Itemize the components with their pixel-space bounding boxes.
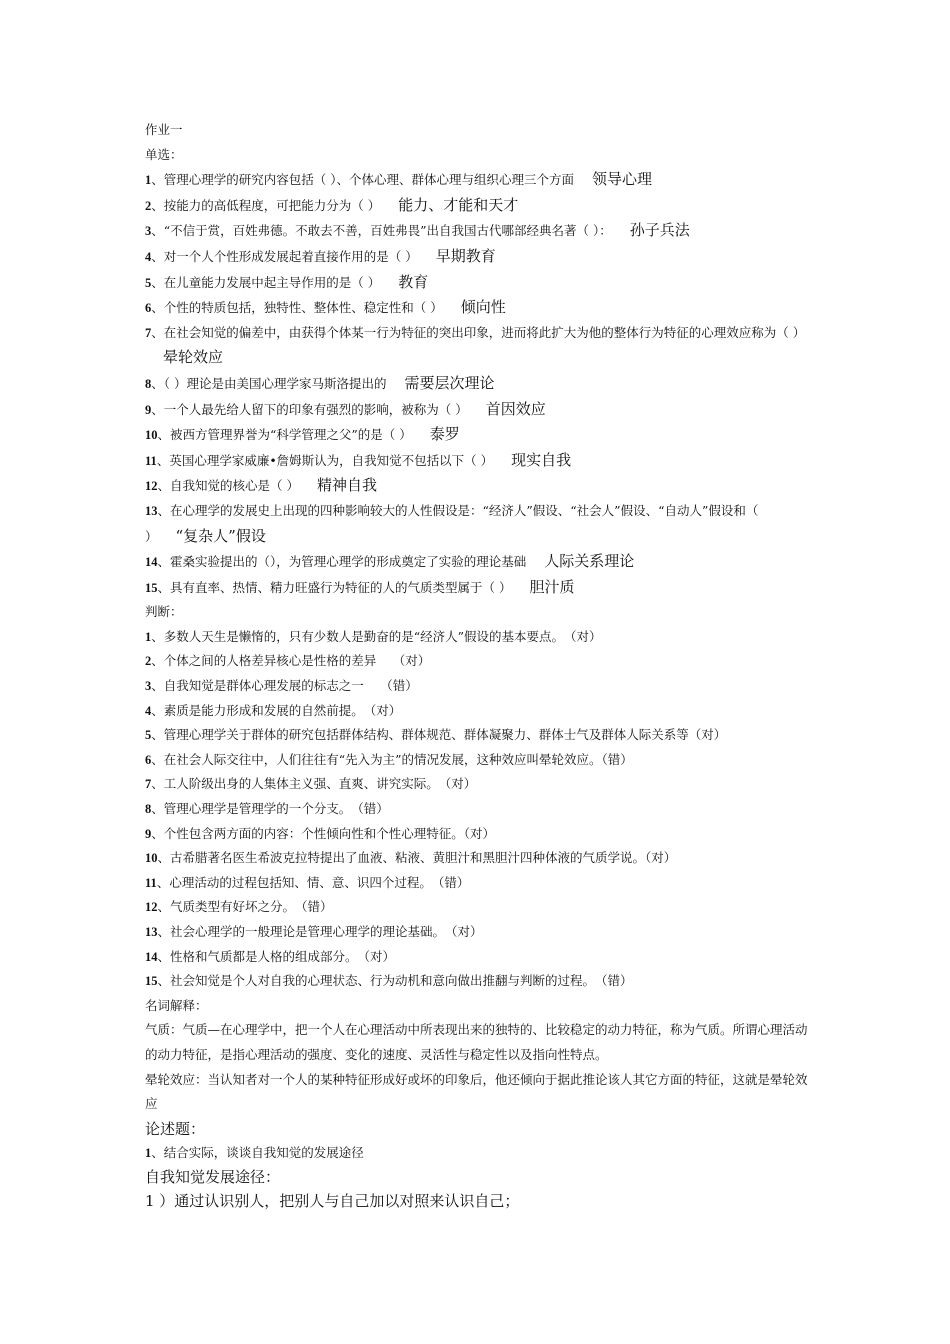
question-text: 、“不信于赏，百姓弗德。不敢去不善，百姓弗畏”出自我国古代哪部经典名著（ ）： [151,223,612,239]
judgement-number: 11 [145,875,157,890]
question-item [145,193,815,219]
question-text: 、对一个人个性形成发展起着直接作用的是（ ） [151,248,418,264]
question-number: 8 [145,376,152,391]
question-text: 、在儿童能力发展中起主导作用的是（ ） [151,274,381,290]
judgement-text: 、古希腊著名医生希波克拉特提出了血液、粘液、黄胆汁和黑胆汁四种体液的气质学说。（对） [157,850,677,866]
essay-subheading: 自我知觉发展途径： [145,1168,281,1187]
question-item [145,371,815,397]
question-text: 、按能力的高低程度，可把能力分为（ ） [151,197,381,213]
answer-text: 晕轮效应 [163,348,224,367]
judgement-text: 、管理心理学是管理学的一个分支。 （错） [151,801,389,817]
question-text: 、管理心理学的研究内容包括（ ）、个体心理、群体心理与组织心理三个方面 [151,172,574,188]
judgement-item [145,846,815,871]
question-number: 11 [145,453,157,468]
judgement-item [145,822,815,847]
terms-heading: 名词解释： [145,997,208,1013]
judgement-number: 4 [145,703,152,718]
document-page [145,118,815,1213]
judgement-text: 、社会知觉是个人对自我的心理状态、行为动机和意向做出推翻与判断的过程。 （错） [157,973,633,989]
answer-text: 人际关系理论 [544,552,635,571]
question-text: 、一个人最先给人留下的印象有强烈的影响，被称为（ ） [151,401,468,417]
question-number: 3 [145,224,152,239]
judgement-text: 、多数人天生是懒惰的，只有少数人是勤奋的是“经济人”假设的基本要点。 （对） [151,628,602,644]
judgement-number: 2 [145,654,152,669]
judgement-number: 9 [145,826,152,841]
question-item [145,295,815,321]
question-item [145,422,815,448]
answer-text: 精神自我 [316,476,377,495]
answer-text: 早期教育 [435,246,496,265]
question-item [145,270,815,296]
question-number: 2 [145,198,152,213]
judgement-item [145,871,815,896]
answer-text: 胆汁质 [529,577,575,596]
question-text: 、英国心理学家威廉•詹姆斯认为，自我知觉不包括以下（ ） [156,452,494,468]
question-number: 6 [145,301,152,316]
judgement-number: 13 [145,925,158,939]
answer-text: “复杂人”假设 [175,526,266,545]
essay-point-1: 1 ）通过认识别人，把别人与自己加以对照来认识自己； [145,1192,520,1211]
term-definition: 晕轮效应：当认知者对一个人的某种特征形成好或坏的印象后，他还倾向于据此推论该人其它方面的特征，这就是晕轮效应 [145,1071,808,1112]
judgement-item [145,625,815,650]
question-item [145,473,815,499]
question-item [145,549,815,575]
term-definition: 气质：气质—在心理学中，把一个人在心理活动中所表现出来的独特的、比较稳定的动力特征，称为气质。所谓心理活动的动力特征，是指心理活动的强度、变化的速度、灵活性与稳定性以及指向性特点。 [145,1022,808,1062]
question-text: 、被西方管理界誉为“科学管理之父”的是（ ） [157,427,412,443]
judgement-number: 1 [145,629,152,644]
judgement-item [145,895,815,920]
judgement-item [145,945,815,970]
answer-text: 教育 [398,272,429,291]
terms-list [145,1018,815,1116]
judgement-text: 、素质是能力形成和发展的自然前提。 （对） [151,702,402,718]
essay-question-1 [145,1141,815,1166]
judgement-number: 3 [145,679,152,694]
judgement-heading: 判断： [145,604,183,620]
question-number: 7 [145,325,152,340]
judgement-number: 10 [145,851,158,866]
question-item [145,218,815,244]
question-item [145,397,815,423]
judgement-text: 、工人阶级出身的人集体主义强、直爽、讲究实际。 （对） [151,776,477,792]
answer-text: 能力、才能和天才 [398,195,519,214]
essay-heading: 论述题： [145,1119,206,1138]
answer-text: 需要层次理论 [404,373,495,392]
judgement-item [145,649,815,674]
judgement-item [145,920,815,945]
judgement-text: 、管理心理学关于群体的研究包括群体结构、群体规范、群体凝聚力、群体士气及群体人际关系等（对） [151,727,727,743]
question-number: 13 [145,503,158,518]
judgement-item [145,674,815,699]
judgement-number: 6 [145,752,152,767]
question-number: 15 [145,580,158,595]
essay-question-text: 、结合实际，谈谈自我知觉的发展途径 [151,1144,364,1160]
question-item [145,244,815,270]
judgement-number: 5 [145,728,152,743]
question-number: 9 [145,402,152,417]
question-number: 14 [145,555,158,570]
single-choice-list [145,167,815,600]
question-text: 、自我知觉的核心是（ ） [157,478,299,494]
judgement-text: 、气质类型有好坏之分。 （错） [157,899,333,915]
question-text: 、在社会知觉的偏差中，由获得个体某一行为特征的突出印象，进而将此扩大为他的整体行为特征的心理效应称为（ ） [151,324,806,340]
judgement-number: 12 [145,900,158,915]
answer-text: 孙子兵法 [629,221,690,240]
essay-question-number: 1 [145,1145,152,1160]
judgement-text: 、自我知觉是群体心理发展的标志之一 （错） [151,678,418,694]
answer-text: 现实自我 [511,450,572,469]
judgement-number: 15 [145,974,158,989]
judgement-text: 、在社会人际交往中，人们往往有“先入为主”的情况发展，这种效应叫晕轮效应。（错） [151,751,633,767]
judgement-number: 8 [145,802,152,817]
answer-text: 倾向性 [460,298,506,317]
question-item [145,448,815,474]
judgement-number: 14 [145,949,158,964]
question-number: 1 [145,173,152,188]
question-text: 、霍桑实验提出的（），为管理心理学的形成奠定了实验的理论基础 [157,554,527,570]
judgement-item [145,797,815,822]
judgement-text: 、性格和气质都是人格的组成部分。 （对） [157,948,396,964]
judgement-list [145,625,815,994]
doc-title: 作业一 [145,122,183,137]
judgement-text: 、个性包含两方面的内容：个性倾向性和个性心理特征。（对） [151,825,496,841]
question-text: 、在心理学的发展史上出现的四种影响较大的人性假设是：“经济人”假设、“社会人”假设、“自动人”假设和（ ） [145,502,759,544]
judgement-item [145,699,815,724]
question-number: 4 [145,249,152,264]
judgement-number: 7 [145,777,152,792]
judgement-text: 、个体之间的人格差异核心是性格的差异 （对） [151,653,431,669]
answer-text: 领导心理 [591,170,652,189]
question-text: 、个性的特质包括，独特性、整体性、稳定性和（ ） [151,300,443,316]
judgement-item [145,748,815,773]
question-text: 、具有直率、热情、精力旺盛行为特征的人的气质类型属于（ ） [157,579,512,595]
question-number: 5 [145,275,152,290]
judgement-text: 、社会心理学的一般理论是管理心理学的理论基础。 （对） [157,924,483,939]
answer-text: 泰罗 [429,425,460,444]
question-item [145,499,815,549]
question-number: 10 [145,428,158,443]
judgement-text: 、心理活动的过程包括知、情、意、识四个过程。 （错） [156,874,470,890]
question-item [145,321,815,371]
question-item [145,575,815,601]
answer-text: 首因效应 [485,399,546,418]
judgement-item [145,772,815,797]
question-text: 、（ ）理论是由美国心理学家马斯洛提出的 [151,375,387,391]
judgement-item [145,723,815,748]
judgement-item [145,969,815,994]
question-number: 12 [145,479,158,494]
question-item [145,167,815,193]
single-choice-heading: 单选： [145,146,183,162]
